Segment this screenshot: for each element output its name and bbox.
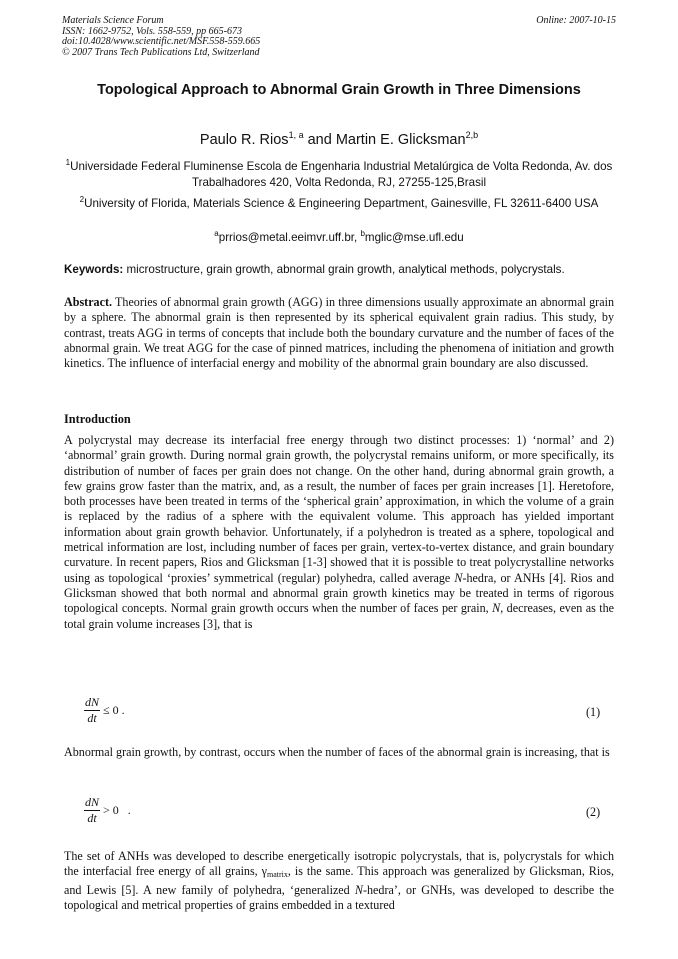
- affiliation-1-text: Universidade Federal Fluminense Escola de Engenharia Industrial Metalúrgica de Volta Redonda, Av. dos Trabalhadores 420, Volta Redonda, RJ, 27255-125,Brasil: [70, 159, 613, 189]
- keywords-text: microstructure, grain growth, abnormal grain growth, analytical methods, polycrystals.: [123, 263, 565, 276]
- equation-2-label: (2): [586, 805, 601, 819]
- intro-paragraph-1: [64, 433, 614, 632]
- abstract-label: Abstract.: [64, 295, 113, 309]
- affiliation-2-sup: 2: [79, 195, 85, 204]
- copyright: © 2007 Trans Tech Publications Ltd, Switzerland: [62, 46, 260, 58]
- author-1: Paulo R. Rios: [199, 131, 289, 148]
- section-heading-introduction: Introduction: [64, 412, 131, 426]
- equation-1-relation: ≤ 0 .: [103, 703, 125, 717]
- italic-n: N: [354, 882, 363, 897]
- author-list: [40, 130, 638, 148]
- intro-paragraph-3: [64, 849, 614, 913]
- online-date: Online: 2007-10-15: [536, 15, 616, 26]
- gamma-subscript: matrix: [267, 870, 288, 880]
- abstract-text: Theories of abnormal grain growth (AGG) in three dimensions usually approximate an abnormal grain by a sphere. The abnormal grain is then represented by its spherical equivalent grain radius. This study, by contrast, treats AGG in terms of concepts that include both the boundary curvature and the number of faces of the abnormal grain. We treat AGG for the case of pinned matrices, including the phenomena of initiation and growth kinetics. The influence of interfacial energy and mobility of the abnormal grain boundary are also discussed.: [64, 295, 614, 371]
- equation-1-fraction: [84, 695, 100, 726]
- journal-header: [62, 16, 616, 58]
- intro-p3-part-a: The set of ANHs was developed to describe energetically isotropic polycrystals, that is, polycrystals for which the interfacial free energy of all grains, γ: [64, 849, 614, 879]
- intro-p3-part-c: -hedra’, or GNHs, was developed to describe the topological and metrical properties of grains embedded in a textured: [64, 882, 614, 912]
- affiliation-1-sup: 1: [65, 158, 71, 167]
- intro-p1-part-b: -hedra, or ANHs [4]. Rios and Glicksman showed that both normal and abnormal grain growth kinetics may be treated in terms of rigorous topological concepts. Normal grain growth occurs when the number of faces per grain,: [64, 570, 614, 616]
- email-a-sup: a: [214, 229, 219, 238]
- email-a: prrios@metal.eeimvr.uff.br,: [218, 230, 361, 244]
- keywords: [64, 263, 620, 276]
- issn: ISSN: 1662-9752, Vols. 558-559, pp 665-673: [62, 25, 242, 37]
- doi: doi:10.4028/www.scientific.net/MSF.558-559.665: [62, 36, 261, 47]
- intro-p1-part-a: A polycrystal may decrease its interfacial free energy through two distinct processes: 1) ‘normal’ and 2) ‘abnormal’ grain growth. During normal grain growth, the polycrystal remains uniform, or more specifically, its distribution of number of faces per grain does not change. On the other hand, during abnormal grain growth, a few grains grow faster than the matrix, and, as a result, the number of faces per grain increases [1]. Heretofore, both processes have been treated in terms of the ‘spherical grain’ approximation, in which the volume of a grain is replaced by the radius of a sphere with the equivalent volume. This approach has yielded important information about grain growth behavior. Unfortunately, if a polyhedron is treated as a sphere, topological and metrical information are lost, including number of faces per grain, vertex-to-vertex distance, and grain boundary curvature. In recent papers, Rios and Glicksman [1-3] showed that it is possible to treat polycrystalline networks using as topological ‘proxies’ symmetrical (regular) polyhedra, called average: [64, 433, 614, 585]
- equation-2: [84, 795, 131, 826]
- intro-p1-part-c: , decreases, even as the total grain volume increases [3], that is: [64, 601, 614, 631]
- equation-2-denominator: dt: [87, 811, 97, 825]
- journal-name: Materials Science Forum: [62, 15, 164, 26]
- email-b: mglic@mse.ufl.edu: [364, 230, 464, 244]
- keywords-label: Keywords:: [64, 263, 124, 276]
- author-2-sup: 2,b: [465, 130, 479, 140]
- author-2: Martin E. Glicksman: [335, 131, 466, 148]
- equation-2-fraction: [84, 795, 100, 826]
- affiliation-2-text: University of Florida, Materials Science & Engineering Department, Gainesville, FL 32611-6400 USA: [84, 196, 599, 210]
- equation-1-denominator: dt: [87, 711, 97, 725]
- affiliation-1: [64, 155, 614, 191]
- email-b-sup: b: [360, 229, 365, 238]
- author-emails: [64, 229, 614, 244]
- intro-paragraph-2: Abnormal grain growth, by contrast, occurs when the number of faces of the abnormal grain is increasing, that is: [64, 745, 610, 759]
- affiliation-2: [64, 192, 614, 212]
- italic-n: N: [492, 601, 501, 616]
- italic-n: N: [454, 570, 463, 585]
- equation-2-relation: > 0 .: [103, 803, 131, 817]
- equation-2-numerator: dN: [85, 795, 100, 809]
- author-and: and: [303, 131, 336, 148]
- paper-title: Topological Approach to Abnormal Grain Growth in Three Dimensions: [97, 82, 581, 98]
- author-1-sup: 1, a: [288, 130, 304, 140]
- equation-1-numerator: dN: [85, 695, 100, 709]
- abstract: [64, 295, 614, 371]
- equation-1: [84, 695, 125, 726]
- equation-1-label: (1): [586, 705, 601, 719]
- intro-p3-part-b: , is the same. This approach was generalized by Glicksman, Rios, and Lewis [5]. A new family of polyhedra, ‘generalized: [64, 864, 615, 897]
